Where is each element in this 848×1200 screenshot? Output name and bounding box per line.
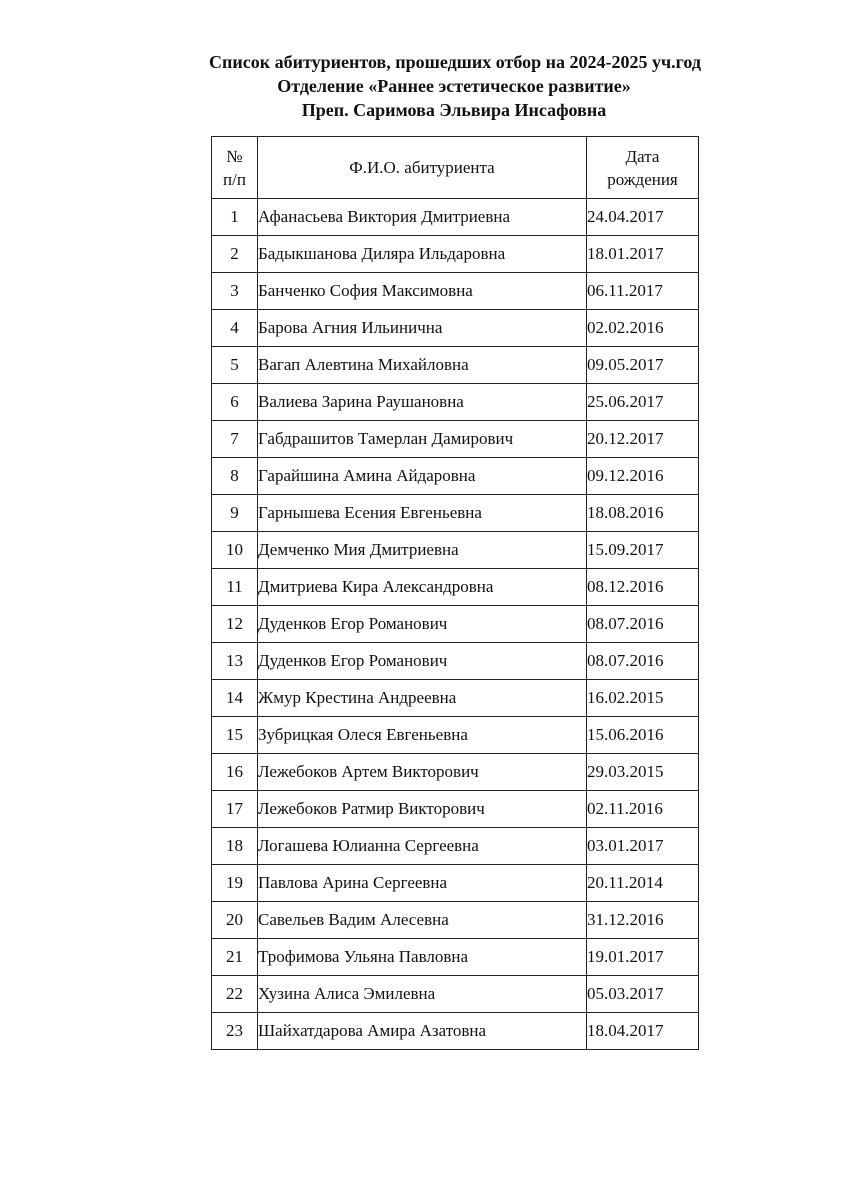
row-number: 20	[212, 902, 258, 939]
applicants-table	[211, 136, 699, 1050]
birth-date: 15.06.2016	[587, 717, 699, 754]
birth-date: 08.12.2016	[587, 569, 699, 606]
birth-date: 08.07.2016	[587, 643, 699, 680]
birth-date: 09.12.2016	[587, 458, 699, 495]
applicant-name: Валиева Зарина Раушановна	[258, 384, 587, 421]
applicant-name: Вагап Алевтина Михайловна	[258, 347, 587, 384]
applicant-name: Гарайшина Амина Айдаровна	[258, 458, 587, 495]
table-row	[212, 606, 699, 643]
document-header	[0, 50, 848, 122]
birth-date: 19.01.2017	[587, 939, 699, 976]
birth-date: 18.04.2017	[587, 1013, 699, 1050]
table-row	[212, 532, 699, 569]
row-number: 18	[212, 828, 258, 865]
column-header-name: Ф.И.О. абитуриента	[258, 137, 587, 199]
row-number: 22	[212, 976, 258, 1013]
applicant-name: Логашева Юлианна Сергеевна	[258, 828, 587, 865]
header-row	[212, 137, 699, 199]
table-row	[212, 902, 699, 939]
table-row	[212, 828, 699, 865]
row-number: 6	[212, 384, 258, 421]
row-number: 10	[212, 532, 258, 569]
row-number: 15	[212, 717, 258, 754]
birth-date: 31.12.2016	[587, 902, 699, 939]
applicant-name: Савельев Вадим Алесевна	[258, 902, 587, 939]
row-number: 14	[212, 680, 258, 717]
row-number: 19	[212, 865, 258, 902]
applicant-name: Дуденков Егор Романович	[258, 643, 587, 680]
applicant-name: Зубрицкая Олеся Евгеньевна	[258, 717, 587, 754]
table-row	[212, 458, 699, 495]
table-row	[212, 680, 699, 717]
table-row	[212, 643, 699, 680]
applicant-name: Павлова Арина Сергеевна	[258, 865, 587, 902]
table-row	[212, 273, 699, 310]
row-number: 2	[212, 236, 258, 273]
column-header-number	[212, 137, 258, 199]
document-title: Список абитуриентов, прошедших отбор на 2024-2025 уч.год	[209, 52, 701, 72]
column-header-birthdate	[587, 137, 699, 199]
table-row	[212, 754, 699, 791]
birth-date: 29.03.2015	[587, 754, 699, 791]
applicant-name: Габдрашитов Тамерлан Дамирович	[258, 421, 587, 458]
table-row	[212, 791, 699, 828]
birth-date: 20.12.2017	[587, 421, 699, 458]
column-header-birthdate-line1: Дата	[625, 146, 660, 166]
birth-date: 05.03.2017	[587, 976, 699, 1013]
birth-date: 08.07.2016	[587, 606, 699, 643]
table-row	[212, 347, 699, 384]
row-number: 21	[212, 939, 258, 976]
birth-date: 24.04.2017	[587, 199, 699, 236]
applicant-name: Жмур Крестина Андреевна	[258, 680, 587, 717]
applicant-name: Лежебоков Ратмир Викторович	[258, 791, 587, 828]
birth-date: 18.08.2016	[587, 495, 699, 532]
applicant-name: Лежебоков Артем Викторович	[258, 754, 587, 791]
birth-date: 20.11.2014	[587, 865, 699, 902]
row-number: 9	[212, 495, 258, 532]
row-number: 1	[212, 199, 258, 236]
applicant-name: Дмитриева Кира Александровна	[258, 569, 587, 606]
applicant-name: Хузина Алиса Эмилевна	[258, 976, 587, 1013]
row-number: 11	[212, 569, 258, 606]
birth-date: 15.09.2017	[587, 532, 699, 569]
birth-date: 03.01.2017	[587, 828, 699, 865]
row-number: 7	[212, 421, 258, 458]
applicant-name: Шайхатдарова Амира Азатовна	[258, 1013, 587, 1050]
column-header-number-line2: п/п	[223, 169, 246, 189]
table-row	[212, 495, 699, 532]
birth-date: 16.02.2015	[587, 680, 699, 717]
table-row	[212, 236, 699, 273]
teacher-line: Преп. Саримова Эльвира Инсафовна	[301, 100, 607, 120]
applicant-name: Бадыкшанова Диляра Ильдаровна	[258, 236, 587, 273]
row-number: 16	[212, 754, 258, 791]
table-row	[212, 199, 699, 236]
table-row	[212, 939, 699, 976]
table-row	[212, 717, 699, 754]
birth-date: 25.06.2017	[587, 384, 699, 421]
table-header	[212, 137, 699, 199]
birth-date: 09.05.2017	[587, 347, 699, 384]
department-line: Отделение «Раннее эстетическое развитие»	[277, 76, 631, 96]
table-row	[212, 976, 699, 1013]
row-number: 23	[212, 1013, 258, 1050]
table-row	[212, 1013, 699, 1050]
row-number: 8	[212, 458, 258, 495]
applicant-name: Дуденков Егор Романович	[258, 606, 587, 643]
row-number: 5	[212, 347, 258, 384]
table-row	[212, 310, 699, 347]
applicant-name: Демченко Мия Дмитриевна	[258, 532, 587, 569]
applicant-name: Гарнышева Есения Евгеньевна	[258, 495, 587, 532]
birth-date: 02.02.2016	[587, 310, 699, 347]
table-row	[212, 421, 699, 458]
birth-date: 18.01.2017	[587, 236, 699, 273]
column-header-number-line1: №	[226, 146, 243, 166]
table-body	[212, 199, 699, 1050]
birth-date: 06.11.2017	[587, 273, 699, 310]
row-number: 17	[212, 791, 258, 828]
row-number: 3	[212, 273, 258, 310]
birth-date: 02.11.2016	[587, 791, 699, 828]
applicant-name: Банченко София Максимовна	[258, 273, 587, 310]
row-number: 4	[212, 310, 258, 347]
applicant-name: Барова Агния Ильинична	[258, 310, 587, 347]
applicant-name: Афанасьева Виктория Дмитриевна	[258, 199, 587, 236]
row-number: 13	[212, 643, 258, 680]
column-header-birthdate-line2: рождения	[607, 169, 678, 189]
table-row	[212, 384, 699, 421]
applicant-name: Трофимова Ульяна Павловна	[258, 939, 587, 976]
row-number: 12	[212, 606, 258, 643]
table-row	[212, 865, 699, 902]
table-row	[212, 569, 699, 606]
